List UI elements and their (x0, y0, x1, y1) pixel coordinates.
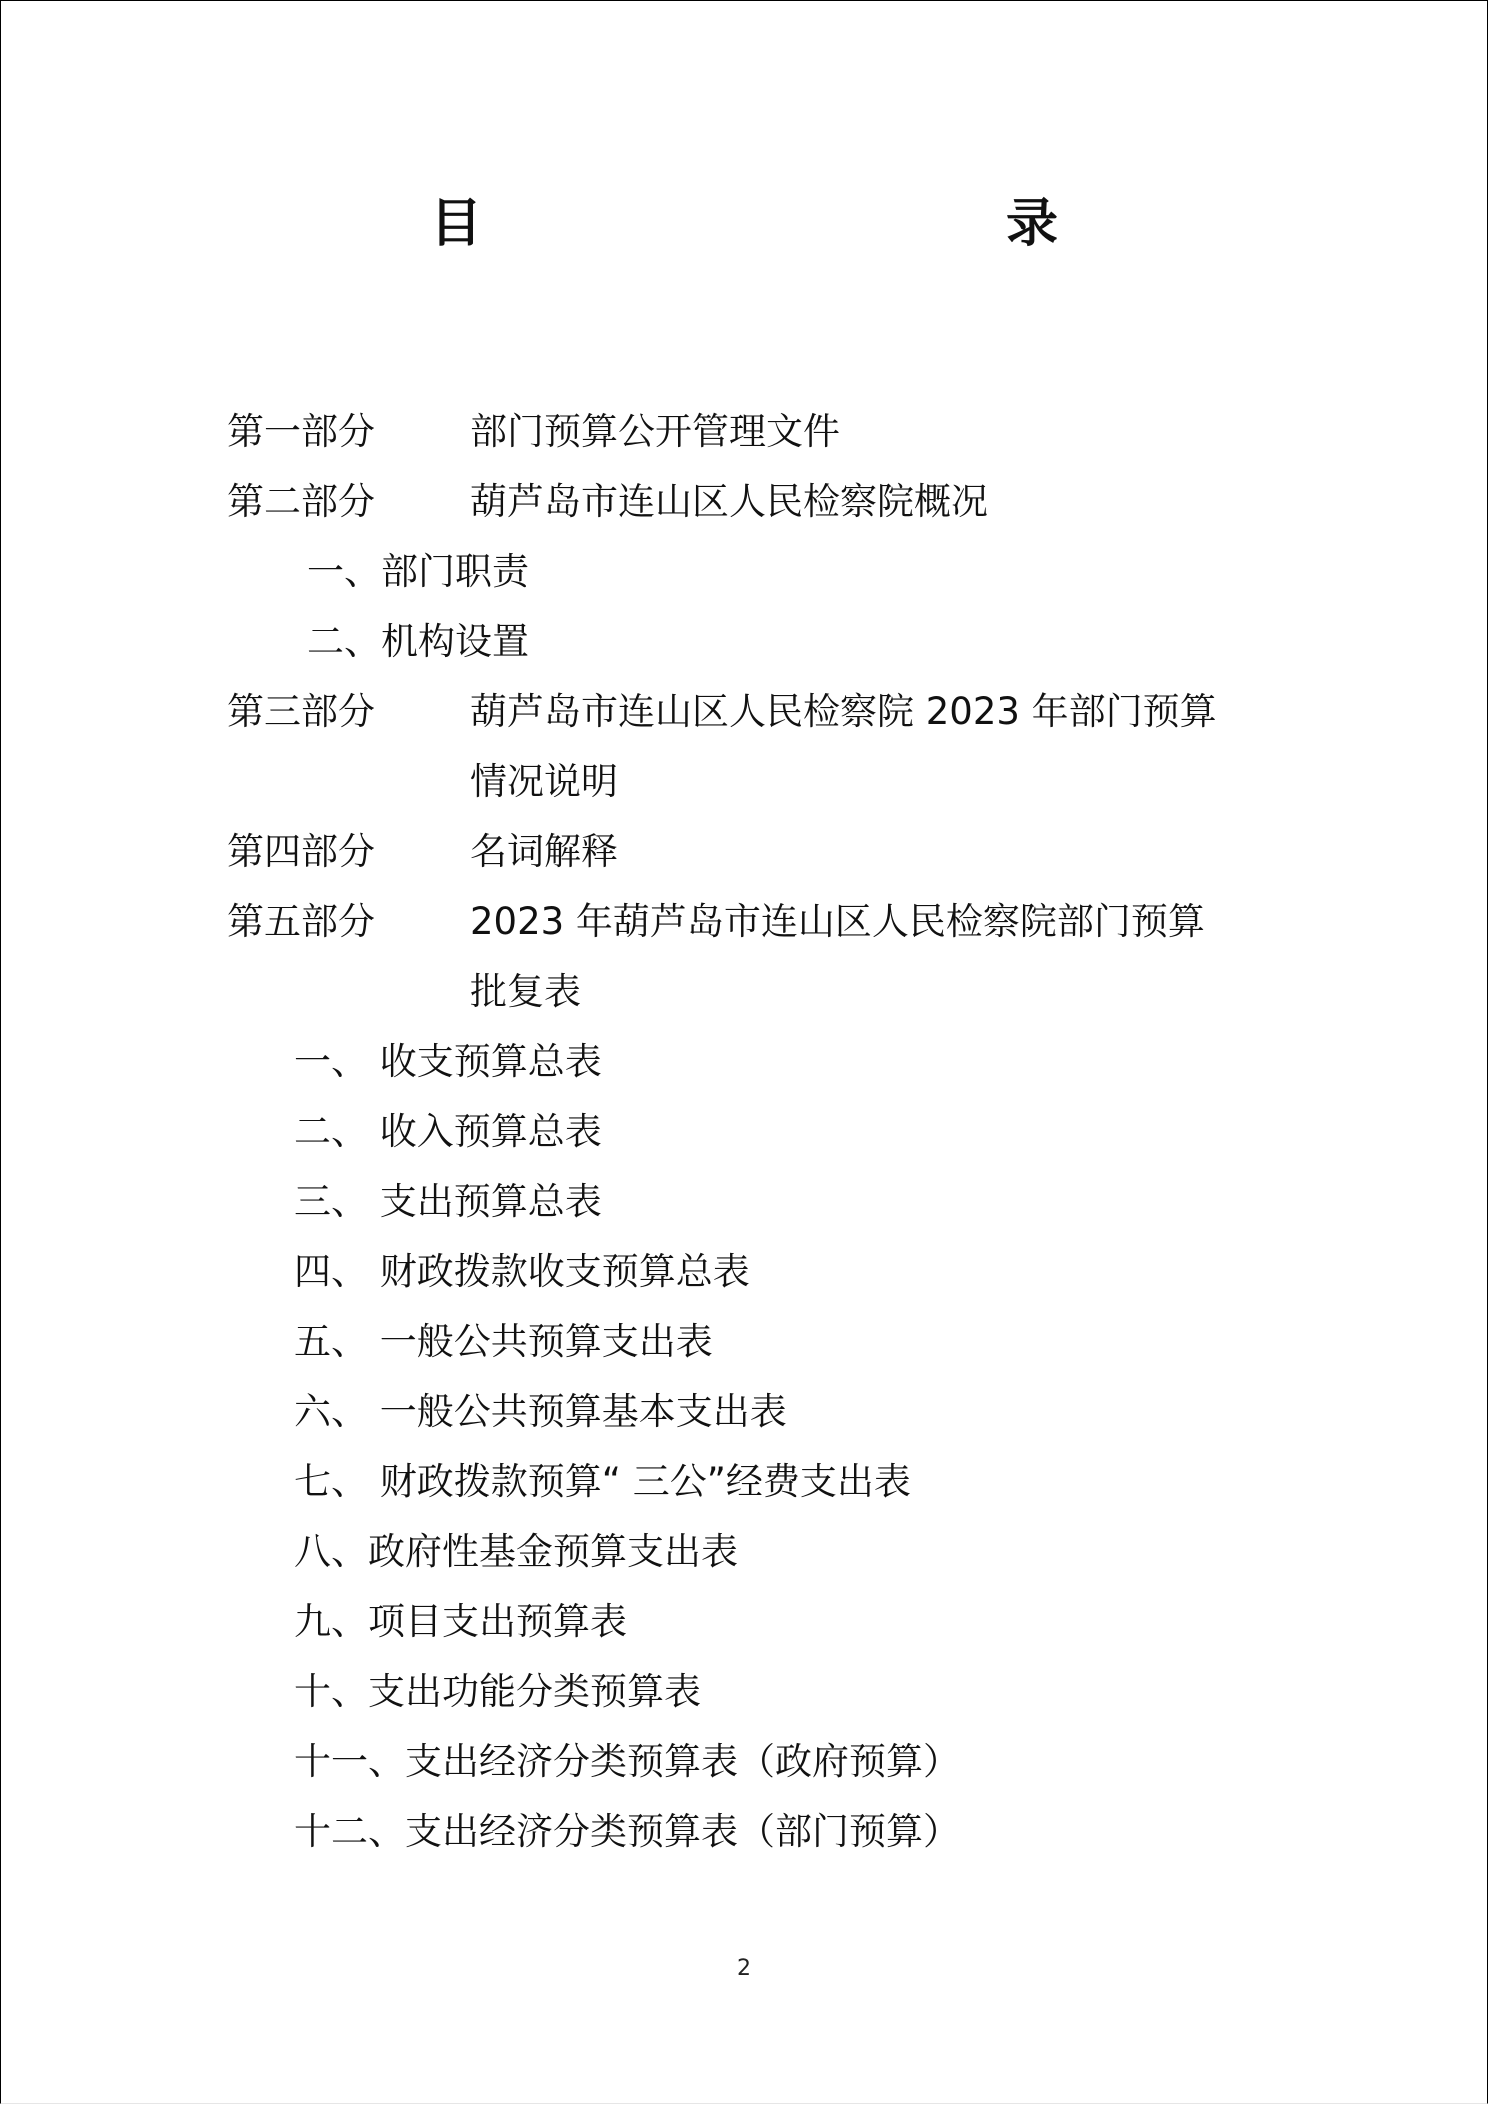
toc-part-3 (227, 690, 1217, 734)
toc-part-label: 第三部分 (227, 690, 375, 733)
toc-part-text: 葫芦岛市连山区人民检察院概况 (470, 480, 988, 523)
toc-item: 十二、支出经济分类预算表（部门预算） (294, 1810, 960, 1853)
toc-item: 七、 财政拨款预算“ 三公”经费支出表 (294, 1460, 911, 1503)
toc-title: 目 录 (429, 194, 1198, 254)
toc-part-text: 部门预算公开管理文件 (470, 410, 840, 453)
toc-item: 四、 财政拨款收支预算总表 (294, 1250, 750, 1293)
toc-part-5 (227, 900, 1205, 944)
toc-part-continuation: 情况说明 (470, 760, 618, 803)
toc-item: 一、 收支预算总表 (294, 1040, 602, 1083)
toc-part-label: 第一部分 (227, 410, 375, 453)
toc-part-text: 名词解释 (470, 830, 618, 873)
page-number: 2 (737, 1956, 751, 1981)
toc-part-label: 第五部分 (227, 900, 375, 943)
toc-part-2 (227, 480, 988, 524)
toc-part-1 (227, 410, 840, 454)
toc-part-label: 第二部分 (227, 480, 375, 523)
toc-part-label: 第四部分 (227, 830, 375, 873)
toc-part-text: 2023 年葫芦岛市连山区人民检察院部门预算 (470, 900, 1205, 943)
toc-part-text: 葫芦岛市连山区人民检察院 2023 年部门预算 (470, 690, 1217, 733)
toc-item: 十一、支出经济分类预算表（政府预算） (294, 1740, 960, 1783)
toc-item: 九、项目支出预算表 (294, 1600, 627, 1643)
toc-part-continuation: 批复表 (470, 970, 581, 1013)
toc-item: 三、 支出预算总表 (294, 1180, 602, 1223)
toc-item: 一、部门职责 (307, 550, 529, 593)
toc-item: 二、机构设置 (307, 620, 529, 663)
toc-item: 六、 一般公共预算基本支出表 (294, 1390, 787, 1433)
toc-item: 五、 一般公共预算支出表 (294, 1320, 713, 1363)
toc-item: 十、支出功能分类预算表 (294, 1670, 701, 1713)
toc-item: 二、 收入预算总表 (294, 1110, 602, 1153)
toc-item: 八、政府性基金预算支出表 (294, 1530, 738, 1573)
toc-part-4 (227, 830, 618, 874)
